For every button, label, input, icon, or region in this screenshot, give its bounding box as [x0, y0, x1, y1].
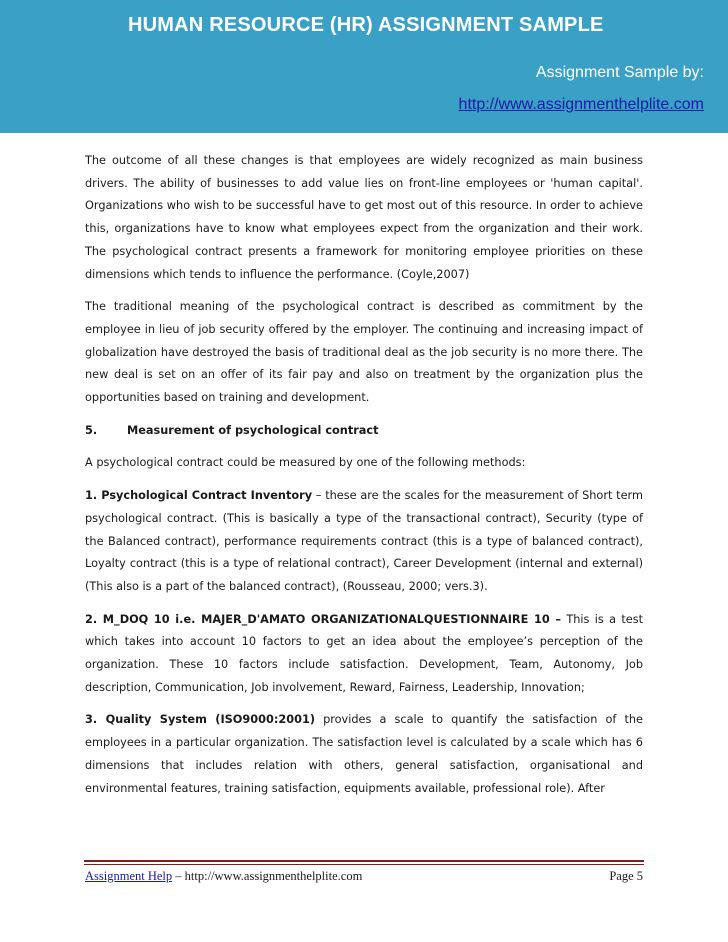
method-item [85, 709, 643, 800]
method-text: This is a test which takes into account 10 factors to get an idea about the employee’s perception of the organization. These 10 factors include satisfaction. Development, Team, Autonomy, Job description, Communication, Job involvement, Reward, Fairness, Leadership, Innovation; [85, 612, 644, 694]
header-link[interactable]: http://www.assignmenthelplite.com [458, 96, 704, 113]
method-text: provides a scale to quantify the satisfaction of the employees in a particular organization. The satisfaction level is calculated by a scale which has 6 dimensions that includes relation with others, general satisfaction, organisational and environmental features, training satisfaction, equipments available, professional role). After [85, 713, 643, 795]
method-item [85, 485, 643, 599]
paragraph-outcome: The outcome of all these changes is that employees are widely recognized as main business drivers. The ability of businesses to add value lies on front-line employees or 'human capital'. Organizations who wish to be successful have to get most out of this resource. In order to achieve this, organizations have to know what employees expect from the organization and their work. The psychological contract presents a framework for monitoring employee priorities on these dimensions which tends to influence the performance. (Coyle,2007) [85, 154, 643, 281]
method-text: – these are the scales for the measurement of Short term psychological contract. (This is basically a type of the transactional contract), Security (type of the Balanced contract), performance requirements contract (this is a type of balanced contract), Loyalty contract (this is a type of relational contract), Career Development (internal and external) (This also is a part of the balanced contract), (Rousseau, 2000; vers.3). [85, 489, 643, 593]
page-number: Page 5 [609, 869, 643, 883]
header-banner [0, 0, 728, 133]
footer-divider-thin [84, 864, 644, 865]
footer-url: http://www.assignmenthelplite.com [184, 869, 363, 883]
method-title: 1. Psychological Contract Inventory [85, 489, 313, 503]
footer-assignment-help-link[interactable]: Assignment Help [85, 869, 173, 883]
method-item [85, 609, 643, 700]
method-title: 3. Quality System (ISO9000:2001) [85, 713, 315, 727]
paragraph-traditional-meaning: The traditional meaning of the psychological contract is described as commitment by the employee in lieu of job security offered by the employer. The continuing and increasing impact of globalization have destroyed the basis of traditional deal as the job security is no more there. The new deal is set on an offer of its fair pay and also on treatment by the organization plus the opportunities based on training and development. [85, 300, 643, 405]
byline: Assignment Sample by: [535, 64, 704, 81]
footer-divider [84, 860, 644, 862]
section-number: 5. [85, 423, 98, 437]
section-title: Measurement of psychological contract [127, 423, 379, 437]
footer-separator: – [172, 869, 185, 883]
document-title: HUMAN RESOURCE (HR) ASSIGNMENT SAMPLE [128, 14, 604, 36]
methods-intro: A psychological contract could be measured by one of the following methods: [85, 456, 526, 470]
method-title: 2. M_DOQ 10 i.e. MAJER_D'AMATO ORGANIZATIONALQUESTIONNAIRE 10 – [85, 612, 562, 626]
section-heading [85, 420, 643, 443]
page-body [85, 150, 643, 810]
footer-credit [85, 869, 362, 884]
